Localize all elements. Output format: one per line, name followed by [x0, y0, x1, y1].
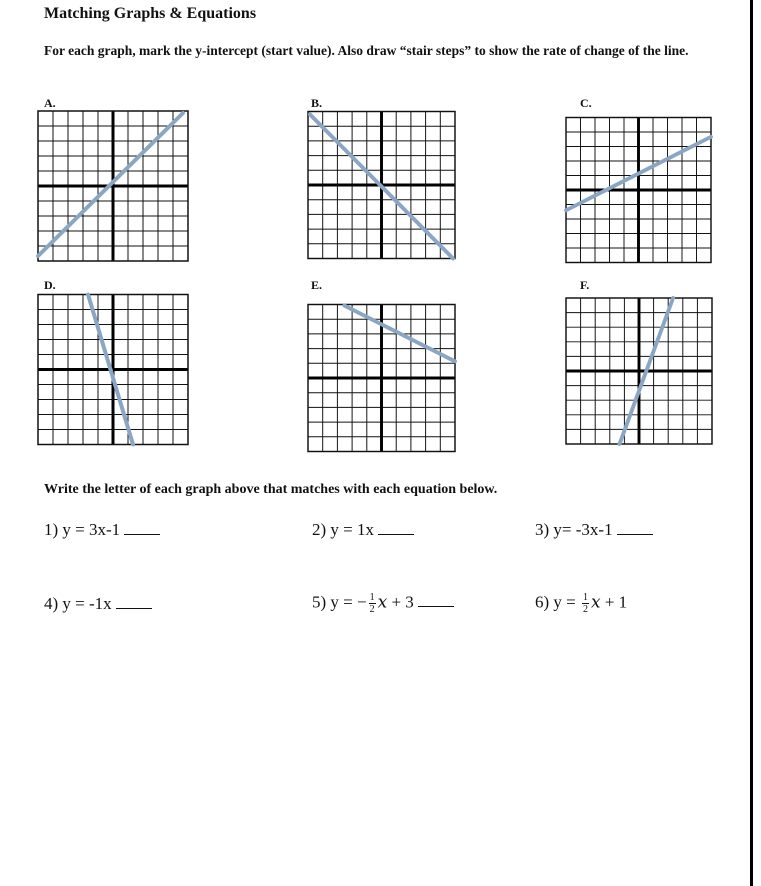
graph-b	[308, 111, 455, 259]
equation-5	[312, 592, 454, 615]
graph-a-label: A.	[44, 96, 56, 110]
graph-e	[308, 303, 455, 453]
matching-instructions: Write the letter of each graph above that matches with each equation below.	[44, 482, 498, 497]
page-edge-rule	[750, 0, 753, 886]
equation-6-numerator: 1	[583, 592, 588, 603]
equation-4	[44, 594, 152, 614]
equation-2-text: 2) y = 1x	[312, 520, 374, 539]
equation-6-prefix: 6) y =	[535, 592, 580, 612]
answer-blank-3[interactable]	[617, 520, 653, 535]
graph-d-label: D.	[44, 278, 56, 292]
answer-blank-4[interactable]	[116, 594, 152, 609]
equation-2	[312, 520, 414, 540]
equation-5-fraction	[369, 592, 376, 615]
equation-6-suffix: + 1	[600, 592, 628, 612]
instructions: For each graph, mark the y-intercept (start value). Also draw “stair steps” to show the rate of change of the line.	[44, 43, 689, 58]
answer-blank-2[interactable]	[378, 520, 414, 535]
equation-3	[535, 520, 653, 540]
equation-5-numerator: 1	[369, 592, 375, 603]
graph-c-label: C.	[580, 96, 592, 110]
graph-b-label: B.	[311, 96, 323, 110]
equation-1	[44, 520, 160, 540]
equation-6-denominator: 2	[583, 604, 588, 615]
graph-e-label: E.	[311, 278, 323, 292]
equation-6-variable: x	[591, 592, 601, 613]
equation-5-prefix: 5) y = −	[312, 592, 367, 612]
graph-f-label: F.	[580, 278, 590, 292]
equation-5-denominator: 2	[369, 604, 375, 615]
graph-a	[38, 111, 188, 261]
graph-f	[566, 296, 712, 446]
graph-d	[38, 293, 188, 446]
answer-blank-1[interactable]	[124, 520, 160, 535]
graph-c	[566, 116, 711, 264]
equation-3-text: 3) y= -3x-1	[535, 520, 613, 539]
equation-4-text: 4) y = -1x	[44, 594, 112, 613]
equation-5-variable: x	[377, 592, 388, 613]
equation-1-text: 1) y = 3x-1	[44, 520, 121, 539]
answer-blank-5[interactable]	[418, 592, 454, 607]
equation-5-suffix: + 3	[387, 592, 414, 612]
worksheet-title: Matching Graphs & Equations	[44, 5, 257, 22]
equation-6	[535, 592, 627, 615]
equation-6-fraction	[582, 592, 589, 615]
